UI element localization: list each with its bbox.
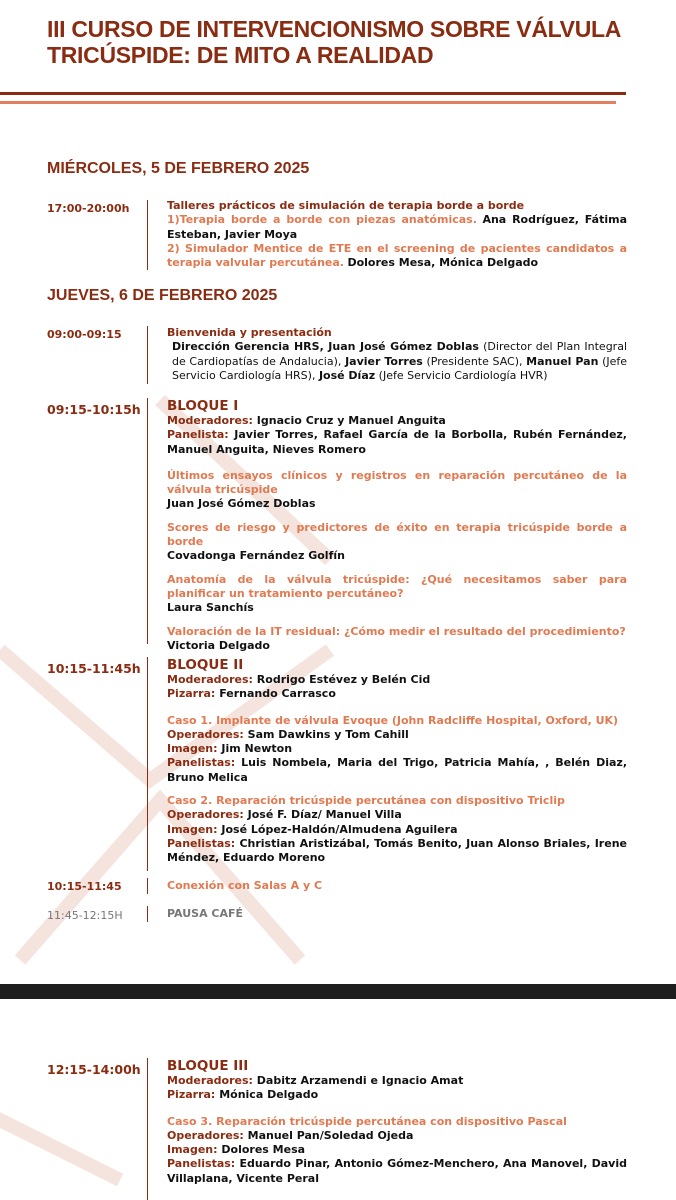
imaging-label: Imagen:	[167, 742, 218, 756]
time-wed-workshop: 17:00-20:00h	[47, 202, 130, 215]
welcome-role-3: (Jefe Servicio Cardiología HRS),	[172, 354, 628, 382]
timeline-line	[147, 398, 148, 644]
imaging: Jim Newton	[221, 742, 293, 756]
day-heading-thursday: JUEVES, 6 DE FEBRERO 2025	[47, 287, 278, 304]
talk-4-speaker: Victoria Delgado	[167, 638, 270, 652]
timeline-line	[147, 906, 148, 922]
talk-3-title: Anatomía de la válvula tricúspide: ¿Qué necesitamos saber para planificar un tratamiento percutáneo?	[167, 572, 627, 600]
welcome-role-2: (Presidente SAC),	[426, 354, 523, 368]
day-heading-wednesday: MIÉRCOLES, 5 DE FEBRERO 2025	[47, 160, 310, 177]
timeline-line	[147, 200, 148, 270]
title-line-2: TRICÚSPIDE: DE MITO A REALIDAD	[47, 42, 434, 68]
title-rule-dark	[0, 92, 626, 95]
case-2-title: Caso 2. Reparación tricúspide percutánea con dispositivo Triclip	[167, 794, 565, 808]
time-bloque-3: 12:15-14:00h	[47, 1062, 141, 1077]
imaging-label: Imagen:	[167, 1143, 218, 1157]
case-3-title: Caso 3. Reparación tricúspide percutánea con dispositivo Pascal	[167, 1114, 567, 1128]
conexion-block	[167, 879, 627, 893]
imaging: Dolores Mesa	[221, 1143, 306, 1157]
title-line-1: III CURSO DE INTERVENCIONISMO SOBRE VÁLVULA	[47, 16, 622, 42]
moderators: Rodrigo Estévez y Belén Cid	[256, 673, 431, 686]
conexion-text: Conexión con Salas A y C	[167, 879, 323, 892]
moderators-label: Moderadores:	[167, 673, 253, 686]
talk-3-speaker: Laura Sanchís	[167, 601, 254, 615]
course-title	[47, 16, 647, 68]
talk-1-title: Últimos ensayos clínicos y registros en reparación percutáneo de la válvula tricúspide	[167, 468, 627, 497]
pizarra: Fernando Carrasco	[219, 687, 336, 701]
timeline-line	[147, 657, 148, 871]
panelists-label: Panelista:	[167, 428, 229, 442]
time-pausa: 11:45-12:15H	[47, 909, 123, 922]
timeline-line	[147, 326, 148, 384]
panelists-label: Panelistas:	[167, 836, 236, 850]
talk-4-title: Valoración de la IT residual: ¿Cómo medir el resultado del procedimiento?	[167, 624, 626, 638]
wed-workshop-block	[167, 199, 627, 270]
pizarra: Mónica Delgado	[219, 1088, 319, 1102]
pausa-text: PAUSA CAFÉ	[167, 907, 244, 920]
imaging: José López-Haldón/Almudena Aguilera	[221, 822, 458, 836]
operators-label: Operadores:	[167, 808, 244, 822]
title-rule-light	[0, 101, 616, 104]
moderators: Dabitz Arzamendi e Ignacio Amat	[256, 1074, 464, 1087]
bloque-3-title: BLOQUE III	[167, 1058, 249, 1074]
workshop-item-2: 2) Simulador Mentice de ETE en el screening de pacientes candidatos a terapia valvular percutánea.	[167, 241, 627, 270]
operators-label: Operadores:	[167, 727, 244, 741]
time-welcome: 09:00-09:15	[47, 328, 122, 341]
page-divider	[0, 984, 676, 999]
welcome-title: Bienvenida y presentación	[167, 326, 332, 339]
workshop-item-1: 1)Terapia borde a borde con piezas anatómicas.	[167, 213, 477, 227]
timeline-line	[147, 1058, 148, 1200]
talk-2-title: Scores de riesgo y predictores de éxito en terapia tricúspide borde a borde	[167, 520, 627, 549]
bloque-1-title: BLOQUE I	[167, 398, 239, 414]
moderators-label: Moderadores:	[167, 1074, 253, 1087]
workshop-title: Talleres prácticos de simulación de terapia borde a borde	[167, 199, 525, 212]
panelists-label: Panelistas:	[167, 756, 236, 770]
welcome-role-1: (Director del Plan Integral de Cardiopatías de Andalucia),	[172, 340, 628, 368]
operators-label: Operadores:	[167, 1128, 244, 1142]
talk-2-speaker: Covadonga Fernández Golfín	[167, 549, 345, 563]
talk-1-speaker: Juan José Gómez Doblas	[167, 497, 316, 511]
panelists: Eduardo Pinar, Antonio Gómez-Menchero, Ana Manovel, David Villaplana, Vicente Peral	[167, 1157, 627, 1185]
workshop-item-1-people: Ana Rodríguez, Fátima Esteban, Javier Moya	[167, 213, 627, 241]
timeline-line	[147, 878, 148, 894]
pizarra-label: Pizarra:	[167, 1088, 216, 1102]
bloque-1	[167, 399, 627, 653]
welcome-person-4: José Díaz	[318, 368, 376, 382]
time-conexion: 10:15-11:45	[47, 880, 122, 893]
welcome-role-4: (Jefe Servicio Cardiología HVR)	[378, 368, 548, 382]
pizarra-label: Pizarra:	[167, 687, 216, 701]
welcome-block	[167, 326, 627, 383]
bloque-2-title: BLOQUE II	[167, 657, 244, 673]
welcome-person-1: Dirección Gerencia HRS, Juan José Gómez Doblas	[172, 340, 479, 354]
moderators: Ignacio Cruz y Manuel Anguita	[256, 414, 446, 427]
imaging-label: Imagen:	[167, 822, 218, 836]
panelists-label: Panelistas:	[167, 1157, 236, 1171]
welcome-person-3: Manuel Pan	[526, 354, 599, 368]
time-bloque-1: 09:15-10:15h	[47, 402, 141, 417]
workshop-item-2-people: Dolores Mesa, Mónica Delgado	[347, 256, 539, 270]
welcome-person-2: Javier Torres	[345, 354, 423, 368]
operators: Sam Dawkins y Tom Cahill	[247, 727, 409, 741]
operators: Manuel Pan/Soledad Ojeda	[247, 1128, 414, 1142]
bloque-2	[167, 658, 627, 866]
pausa-block	[167, 907, 627, 921]
time-bloque-2: 10:15-11:45h	[47, 661, 141, 676]
moderators-label: Moderadores:	[167, 414, 253, 427]
case-1-title: Caso 1. Implante de válvula Evoque (John Radcliffe Hospital, Oxford, UK)	[167, 713, 619, 727]
panelists: Christian Aristizábal, Tomás Benito, Juan Alonso Briales, Irene Méndez, Eduardo Moreno	[167, 836, 627, 865]
operators: José F. Díaz/ Manuel Villa	[247, 808, 402, 822]
panelists: Luis Nombela, Maria del Trigo, Patricia Mahía, , Belén Diaz, Bruno Melica	[167, 756, 627, 784]
bloque-3	[167, 1059, 627, 1186]
panelists: Javier Torres, Rafael García de la Borbolla, Rubén Fernández, Manuel Anguita, Nieves Romero	[167, 428, 627, 456]
